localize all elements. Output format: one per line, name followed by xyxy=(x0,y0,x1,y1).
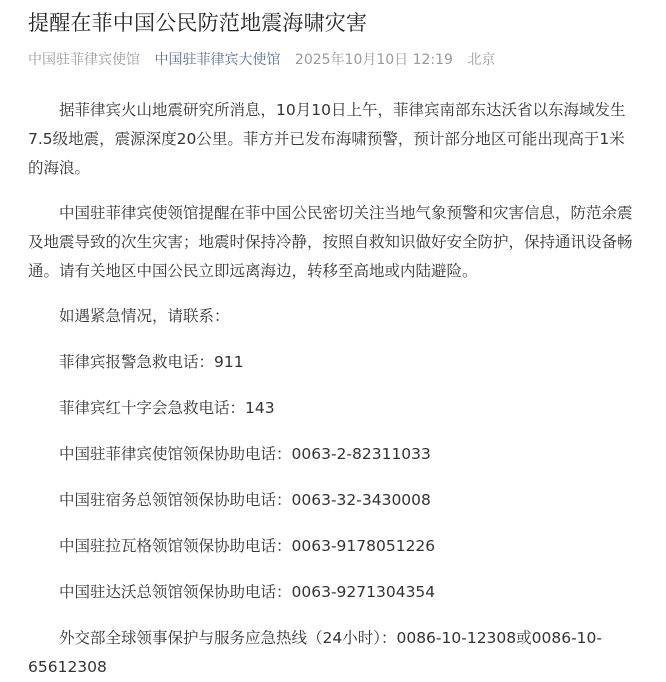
article-title: 提醒在菲中国公民防范地震海啸灾害 xyxy=(28,11,368,35)
contact-intro: 如遇紧急情况，请联系： xyxy=(59,307,230,325)
contact-line: 外交部全球领事保护与服务应急热线（24小时）：0086-10-12308或0086-10-65612308 xyxy=(28,629,602,676)
contact-line: 菲律宾红十字会急救电话：143 xyxy=(59,399,275,417)
account-link[interactable]: 中国驻菲律宾大使馆 xyxy=(154,52,281,68)
contact-line: 中国驻菲律宾使馆领保协助电话：0063-2-82311033 xyxy=(59,445,431,463)
author-name: 中国驻菲律宾使馆 xyxy=(28,52,140,68)
body-paragraph: 据菲律宾火山地震研究所消息，10月10日上午，菲律宾南部东达沃省以东海域发生7.5级地震，震源深度20公里。菲方并已发布海啸预警，预计部分地区可能出现高于1米的海浪。 xyxy=(28,101,626,177)
contact-line: 中国驻拉瓦格领馆领保协助电话：0063-9178051226 xyxy=(59,537,436,555)
publish-time: 2025年10月10日 12:19 xyxy=(294,52,453,68)
body-paragraph: 中国驻菲律宾使领馆提醒在菲中国公民密切关注当地气象预警和灾害信息，防范余震及地震导致的次生灾害；地震时保持冷静，按照自救知识做好安全防护，保持通讯设备畅通。请有关地区中国公民立即远离海边，转移至高地或内陆避险。 xyxy=(28,204,633,280)
contact-line: 中国驻宿务总领馆领保协助电话：0063-32-3430008 xyxy=(59,491,431,509)
contact-line: 中国驻达沃总领馆领保协助电话：0063-9271304354 xyxy=(59,583,436,601)
publish-location: 北京 xyxy=(467,52,496,68)
article-meta xyxy=(28,50,666,70)
article-body xyxy=(28,96,638,682)
contact-line: 菲律宾报警急救电话：911 xyxy=(59,353,244,371)
